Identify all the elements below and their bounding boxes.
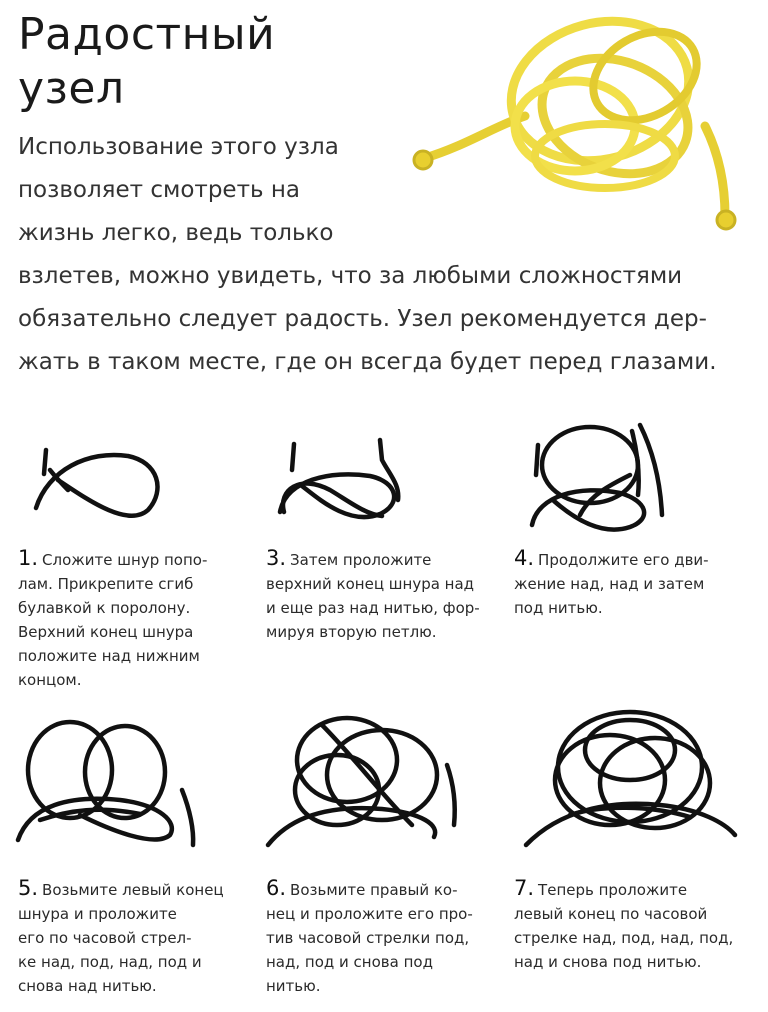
step-number: 7. [514,876,535,900]
step-1-diagram [28,430,168,530]
step-line: концом. [18,671,82,689]
title-line-2: узел [18,63,125,114]
step-line: нец и проложите его про- [266,905,473,923]
step-number: 3. [266,546,287,570]
intro-line: жать в таком месте, где он всегда будет перед глазами. [18,349,717,375]
title-line-1: Радостный [18,9,276,60]
step-line: Теперь проложите [538,881,688,899]
step-7-text [514,876,759,974]
intro-line: позволяет смотреть на [18,177,300,203]
step-line: мируя вторую петлю. [266,623,437,641]
step-line: верхний конец шнура над [266,575,475,593]
intro-line: Использование этого узла [18,134,339,160]
step-line: Продолжите его дви- [538,551,709,569]
intro-line: взлетев, можно увидеть, что за любыми сложностями [18,263,683,289]
step-line: Верхний конец шнура [18,623,194,641]
step-line: Возьмите правый ко- [290,881,458,899]
step-line: Возьмите левый конец [42,881,224,899]
step-line: над, под и снова под [266,953,433,971]
step-line: его по часовой стрел- [18,929,192,947]
step-3-diagram [280,440,398,517]
step-line: жение над, над и затем [514,575,705,593]
step-4-text [514,546,754,620]
step-line: нитью. [266,977,321,995]
step-number: 5. [18,876,39,900]
step-line: стрелке над, под, над, под, [514,929,734,947]
step-line: левый конец по часовой [514,905,708,923]
step-line: тив часовой стрелки под, [266,929,470,947]
step-number: 1. [18,546,39,570]
step-7-diagram [520,705,745,855]
step-1-text [18,546,248,692]
step-line: снова над нитью. [18,977,157,995]
step-line: Затем проложите [290,551,432,569]
step-line: лам. Прикрепите сгиб [18,575,194,593]
step-line: и еще раз над нитью, фор- [266,599,480,617]
step-4-diagram [520,415,670,540]
step-6-text [266,876,506,998]
step-line: шнура и проложите [18,905,177,923]
intro-text [18,126,748,384]
page-title [18,8,275,116]
step-line: ке над, под, над, под и [18,953,202,971]
step-number: 6. [266,876,287,900]
step-line: булавкой к поролону. [18,599,191,617]
step-line: над и снова под нитью. [514,953,702,971]
step-5-diagram [10,710,200,850]
step-line: положите над нижним [18,647,200,665]
intro-line: жизнь легко, ведь только [18,220,334,246]
step-3-text [266,546,506,644]
step-number: 4. [514,546,535,570]
step-5-text [18,876,253,998]
step-6-diagram [262,705,462,855]
step-line: Сложите шнур попо- [42,551,208,569]
intro-line: обязательно следует радость. Узел рекомендуется дер- [18,306,707,332]
step-line: под нитью. [514,599,603,617]
